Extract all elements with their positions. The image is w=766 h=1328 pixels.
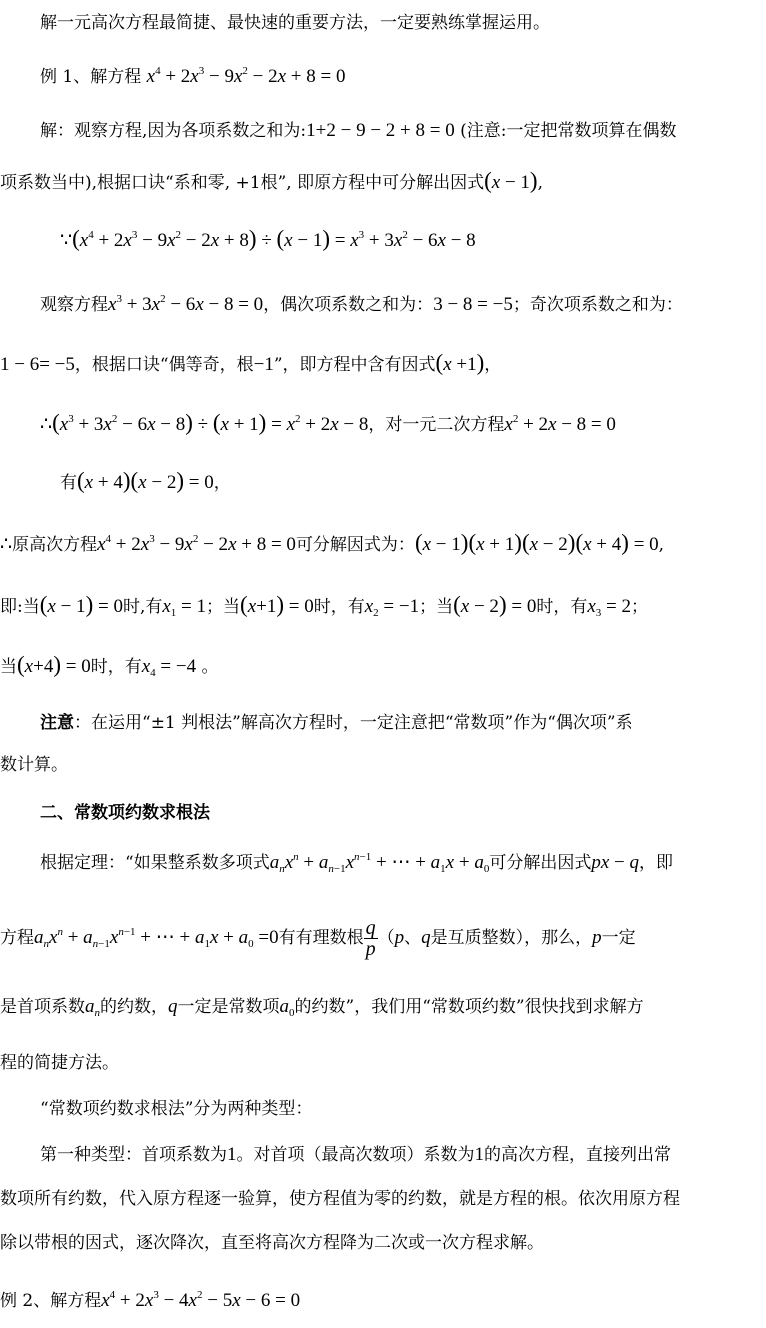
odd-coefficients: 1 − 6= −5，根据口诀“偶等奇，根−1”，即方程中含有因式(x +1)， [0,350,502,375]
equation-2: $x^4 + 2x^3 - 4x^2 - 5x - 6 = 0$ [101,1289,301,1311]
example-2-statement: 例 2、解方程$x^4 + 2x^3 - 4x^2 - 5x - 6 = 0$ [0,1289,301,1311]
roots-line: 即:当(x − 1) = 0时,有$x_1 = 1$；当(x+1) = 0时，有$x_2 = -1$；当(x − 2) = 0时，有$x_3 = 2$； [0,592,648,619]
full-factorization: ∴原高次方程$x^4 + 2x^3 - 9x^2 - 2x + 8 = 0$可分解因式为：(x − 1)(x + 1)(x − 2)(x + 4) = 0, [0,530,665,555]
theorem-line-4: 程的简捷方法。 [0,1053,119,1073]
observe-cubic: 观察方程$x^3 + 3x^2 - 6x - 8 = 0$，偶次项系数之和为：3 − 8 = −5；奇次项系数之和为： [40,293,683,315]
equation-1: $x^4 + 2x^3 - 9x^2 - 2x + 8 = 0$ [146,65,346,87]
note-line-2: 数计算。 [0,755,68,775]
type-1-line-2: 数项所有约数，代入原方程逐一验算，使方程值为零的约数，就是方程的根。依次用原方程 [0,1189,680,1209]
division-2: $\therefore(x^3 + 3x^2 - 6x - 8) \div (x + 1) = x^2 + 2x - 8$，对一元二次方程$x^2 + 2x - 8 = 0$ [40,410,616,435]
type-1-line-3: 除以带根的因式，逐次降次，直至将高次方程降为二次或一次方程求解。 [0,1233,544,1253]
root-4-line: 当(x+4) = 0时，有$x_4 = -4$ 。 [0,652,219,679]
example-1-statement: 例 1、解方程 $x^4 + 2x^3 - 9x^2 - 2x + 8 = 0$ [40,65,346,87]
theorem-line-2: 方程$a_nx^n + a_{n-1}x^{n-1}$ + ⋯ + $a_1x + a_0 =0$有有理数根 $\frac{q}{p}$ （p、q是互质整数），那么，p一定 [0,917,636,960]
types-intro: “常数项约数求根法”分为两种类型： [40,1099,313,1119]
note-line: 注意：在运用“±1 判根法”解高次方程时，一定注意把“常数项”作为“偶次项”系 [40,713,633,733]
intro-sentence: 解一元高次方程最简捷、最快速的重要方法，一定要熟练掌握运用。 [40,13,550,33]
theorem-line-3: 是首项系数$a_n$的约数，q一定是常数项$a_0$的约数”，我们用“常数项约数”很快找到求解方 [0,996,644,1019]
fraction-q-over-p: $\frac{q}{p}$ [365,917,376,960]
solution-line-2: 项系数当中),根据口诀“系和零, +1根”, 即原方程中可分解出因式(x − 1), [0,168,543,193]
quadratic-factor: 有(x + 4)(x − 2) = 0， [60,468,231,493]
solution-line-1: 解：观察方程,因为各项系数之和为:1+2 − 9 − 2 + 8 = 0 (注意:一定把常数项算在偶数 [40,120,677,141]
theorem-line-1: 根据定理：“如果整系数多项式$a_nx^n + a_{n-1}x^{n-1}$ + ⋯ + $a_1x + a_0$可分解出因式px − q，即 [40,851,673,875]
type-1-line-1: 第一种类型：首项系数为1。对首项（最高次数项）系数为1的高次方程，直接列出常 [40,1144,671,1165]
section-heading: 二、常数项约数求根法 [40,803,210,823]
division-1: $\because(x^4 + 2x^3 - 9x^2 - 2x + 8) \div (x - 1) = x^3 + 3x^2 - 6x - 8$ [60,226,476,251]
